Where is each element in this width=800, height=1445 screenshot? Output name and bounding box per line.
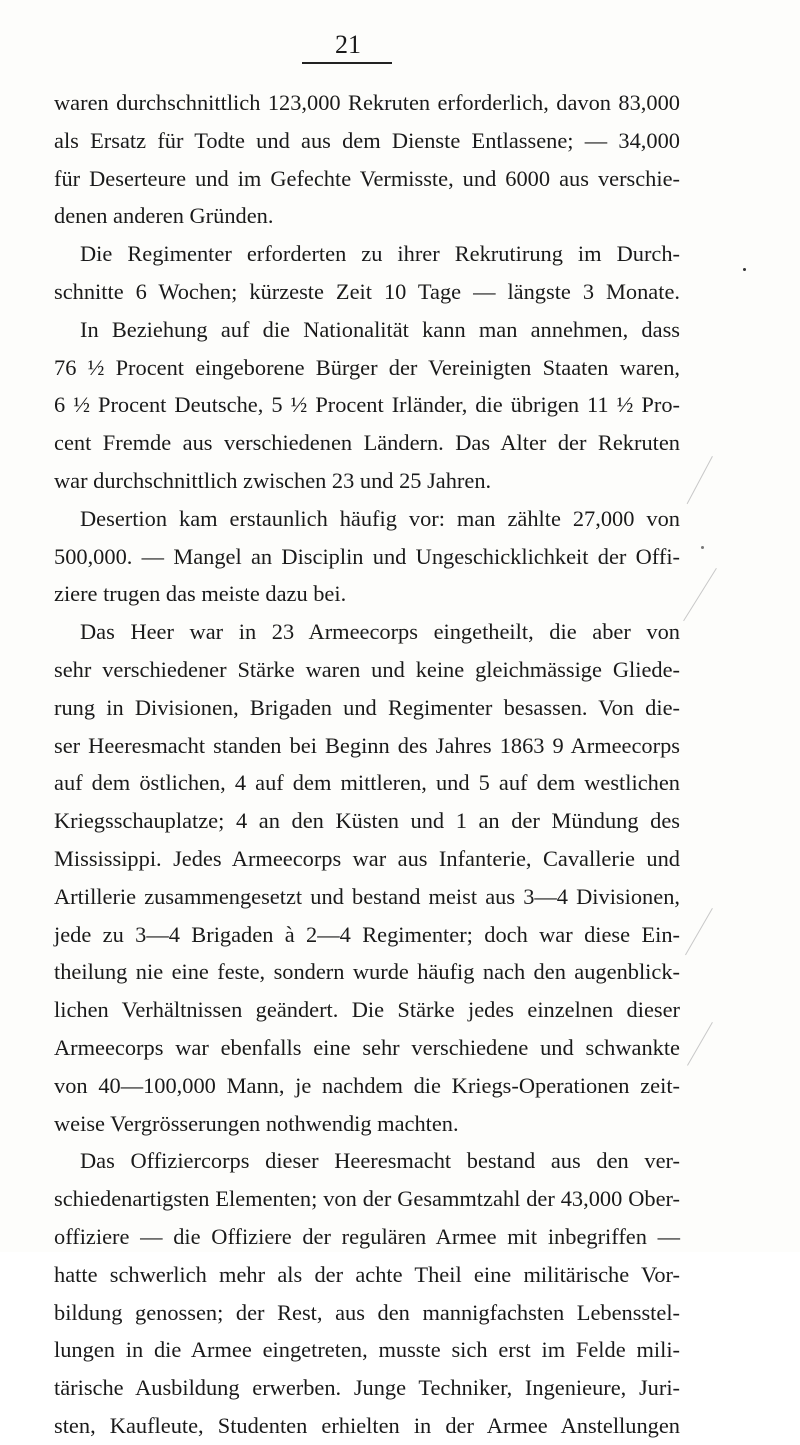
margin-dot xyxy=(743,268,746,271)
text-line: 500,000. — Mangel an Disciplin und Ungeschicklichkeit der Offi- xyxy=(54,543,680,569)
text-line: schiedenartigsten Elementen; von der Gesammtzahl der 43,000 Ober- xyxy=(54,1186,680,1212)
text-line: sten, Kaufleute, Studenten erhielten in der Armee Anstellungen xyxy=(54,1412,680,1438)
text-line: Mississippi. Jedes Armeecorps war aus Infanterie, Cavallerie und xyxy=(54,845,680,871)
text-line: auf dem östlichen, 4 auf dem mittleren, und 5 auf dem westlichen xyxy=(54,770,680,796)
text-line: waren durchschnittlich 123,000 Rekruten erforderlich, davon 83,000 xyxy=(54,90,680,115)
text-line: sehr verschiedener Stärke waren und keine gleichmässige Gliede- xyxy=(54,656,680,682)
text-line: Das Heer war in 23 Armeecorps eingetheilt, die aber von xyxy=(80,619,680,645)
margin-pencil-mark xyxy=(685,908,713,955)
text-line: als Ersatz für Todte und aus dem Dienste Entlassene; — 34,000 xyxy=(54,127,680,153)
text-line: hatte schwerlich mehr als der achte Theil eine militärische Vor- xyxy=(54,1261,680,1287)
text-line: tärische Ausbildung erwerben. Junge Techniker, Ingenieure, Juri- xyxy=(54,1375,680,1401)
text-line: Armeecorps war ebenfalls eine sehr verschiedene und schwankte xyxy=(54,1034,680,1060)
text-line: Die Regimenter erforderten zu ihrer Rekrutirung im Durch- xyxy=(80,241,680,267)
margin-pencil-mark xyxy=(687,456,713,504)
page-number: 21 xyxy=(335,30,361,59)
text-line: cent Fremde aus verschiedenen Ländern. Das Alter der Rekruten xyxy=(54,430,680,456)
text-line: offiziere — die Offiziere der regulären Armee mit inbegriffen — xyxy=(54,1223,680,1249)
text-line: In Beziehung auf die Nationalität kann man annehmen, dass xyxy=(80,316,680,342)
text-line: lichen Verhältnissen geändert. Die Stärke jedes einzelnen dieser xyxy=(54,997,680,1023)
text-line: jede zu 3—4 Brigaden à 2—4 Regimenter; doch war diese Ein- xyxy=(54,921,680,947)
text-line: Kriegsschauplatze; 4 an den Küsten und 1 an der Mündung des xyxy=(54,808,680,834)
text-line: von 40—100,000 Mann, je nachdem die Kriegs-Operationen zeit- xyxy=(54,1072,680,1098)
text-line: Desertion kam erstaunlich häufig vor: man zählte 27,000 von xyxy=(80,505,680,531)
text-line: Das Offiziercorps dieser Heeresmacht bestand aus den ver- xyxy=(80,1148,680,1174)
body-text xyxy=(54,84,680,1445)
text-line: 6 ½ Procent Deutsche, 5 ½ Procent Irländer, die übrigen 11 ½ Pro- xyxy=(54,392,680,418)
text-line: weise Vergrösserungen nothwendig machten. xyxy=(54,1110,459,1136)
text-line: ziere trugen das meiste dazu bei. xyxy=(54,581,347,607)
text-line: 76 ½ Procent eingeborene Bürger der Vereinigten Staaten waren, xyxy=(54,354,680,380)
text-line: war durchschnittlich zwischen 23 und 25 Jahren. xyxy=(54,467,492,493)
text-line: theilung nie eine feste, sondern wurde häufig nach den augenblick- xyxy=(54,959,680,985)
margin-pencil-mark xyxy=(683,568,717,621)
text-line: Artillerie zusammengesetzt und bestand meist aus 3—4 Divisionen, xyxy=(54,883,680,909)
text-line: ser Heeresmacht standen bei Beginn des Jahres 1863 9 Armeecorps xyxy=(54,732,680,758)
margin-dot xyxy=(701,546,704,549)
text-line: bildung genossen; der Rest, aus den mannigfachsten Lebensstel- xyxy=(54,1299,680,1325)
text-line: rung in Divisionen, Brigaden und Regimenter besassen. Von die- xyxy=(54,694,680,720)
page-number-underline xyxy=(302,62,392,64)
text-line: für Deserteure und im Gefechte Vermisste, und 6000 aus verschie- xyxy=(54,165,680,191)
margin-pencil-mark xyxy=(687,1022,713,1066)
text-line: denen anderen Gründen. xyxy=(54,203,274,229)
text-line: lungen in die Armee eingetreten, musste sich erst im Felde mili- xyxy=(54,1337,680,1363)
text-line: schnitte 6 Wochen; kürzeste Zeit 10 Tage — längste 3 Monate. xyxy=(54,278,680,304)
